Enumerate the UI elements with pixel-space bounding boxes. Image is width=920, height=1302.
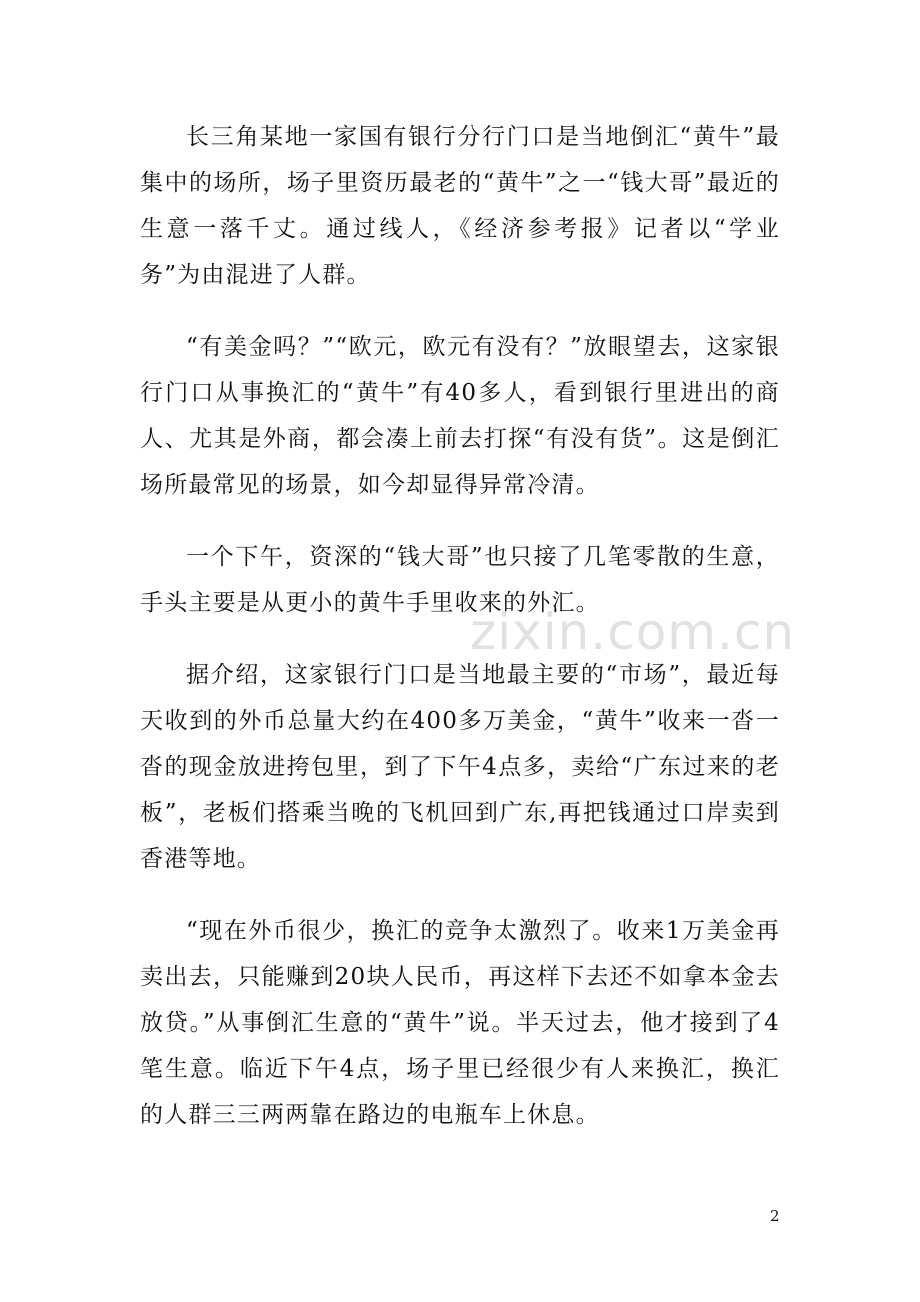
watermark: zixin.com.cn [470, 603, 796, 661]
paragraph-3: 一个下午，资深的“钱大哥”也只接了几笔零散的生意，手头主要是从更小的黄牛手里收来的外汇。 [140, 544, 780, 616]
paragraph-1: 长三角某地一家国有银行分行门口是当地倒汇“黄牛”最集中的场所，场子里资历最老的“黄牛”之一“钱大哥”最近的生意一落千丈。通过线人，《经济参考报》记者以“学业务”为由混进了人群。 [140, 124, 780, 288]
paragraph-5: “现在外币很少，换汇的竞争太激烈了。收来1万美金再卖出去，只能赚到20块人民币，再这样下去还不如拿本金去放贷。”从事倒汇生意的“黄牛”说。半天过去，他才接到了4笔生意。临近下午4点，场子里已经很少有人来换汇，换汇的人群三三两两靠在路边的电瓶车上休息。 [140, 918, 780, 1128]
paragraph-4: 据介绍，这家银行门口是当地最主要的“市场”，最近每天收到的外币总量大约在400多万美金，“黄牛”收来一沓一沓的现金放进挎包里，到了下午4点多，卖给“广东过来的老板”，老板们搭乘当晚的飞机回到广东,再把钱通过口岸卖到香港等地。 [140, 662, 780, 872]
paragraph-2: “有美金吗？”“欧元，欧元有没有？”放眼望去，这家银行门口从事换汇的“黄牛”有40多人，看到银行里进出的商人、尤其是外商，都会凑上前去打探“有没有货”。这是倒汇场所最常见的场景，如今却显得异常冷清。 [140, 334, 780, 498]
page-number: 2 [770, 1207, 780, 1225]
